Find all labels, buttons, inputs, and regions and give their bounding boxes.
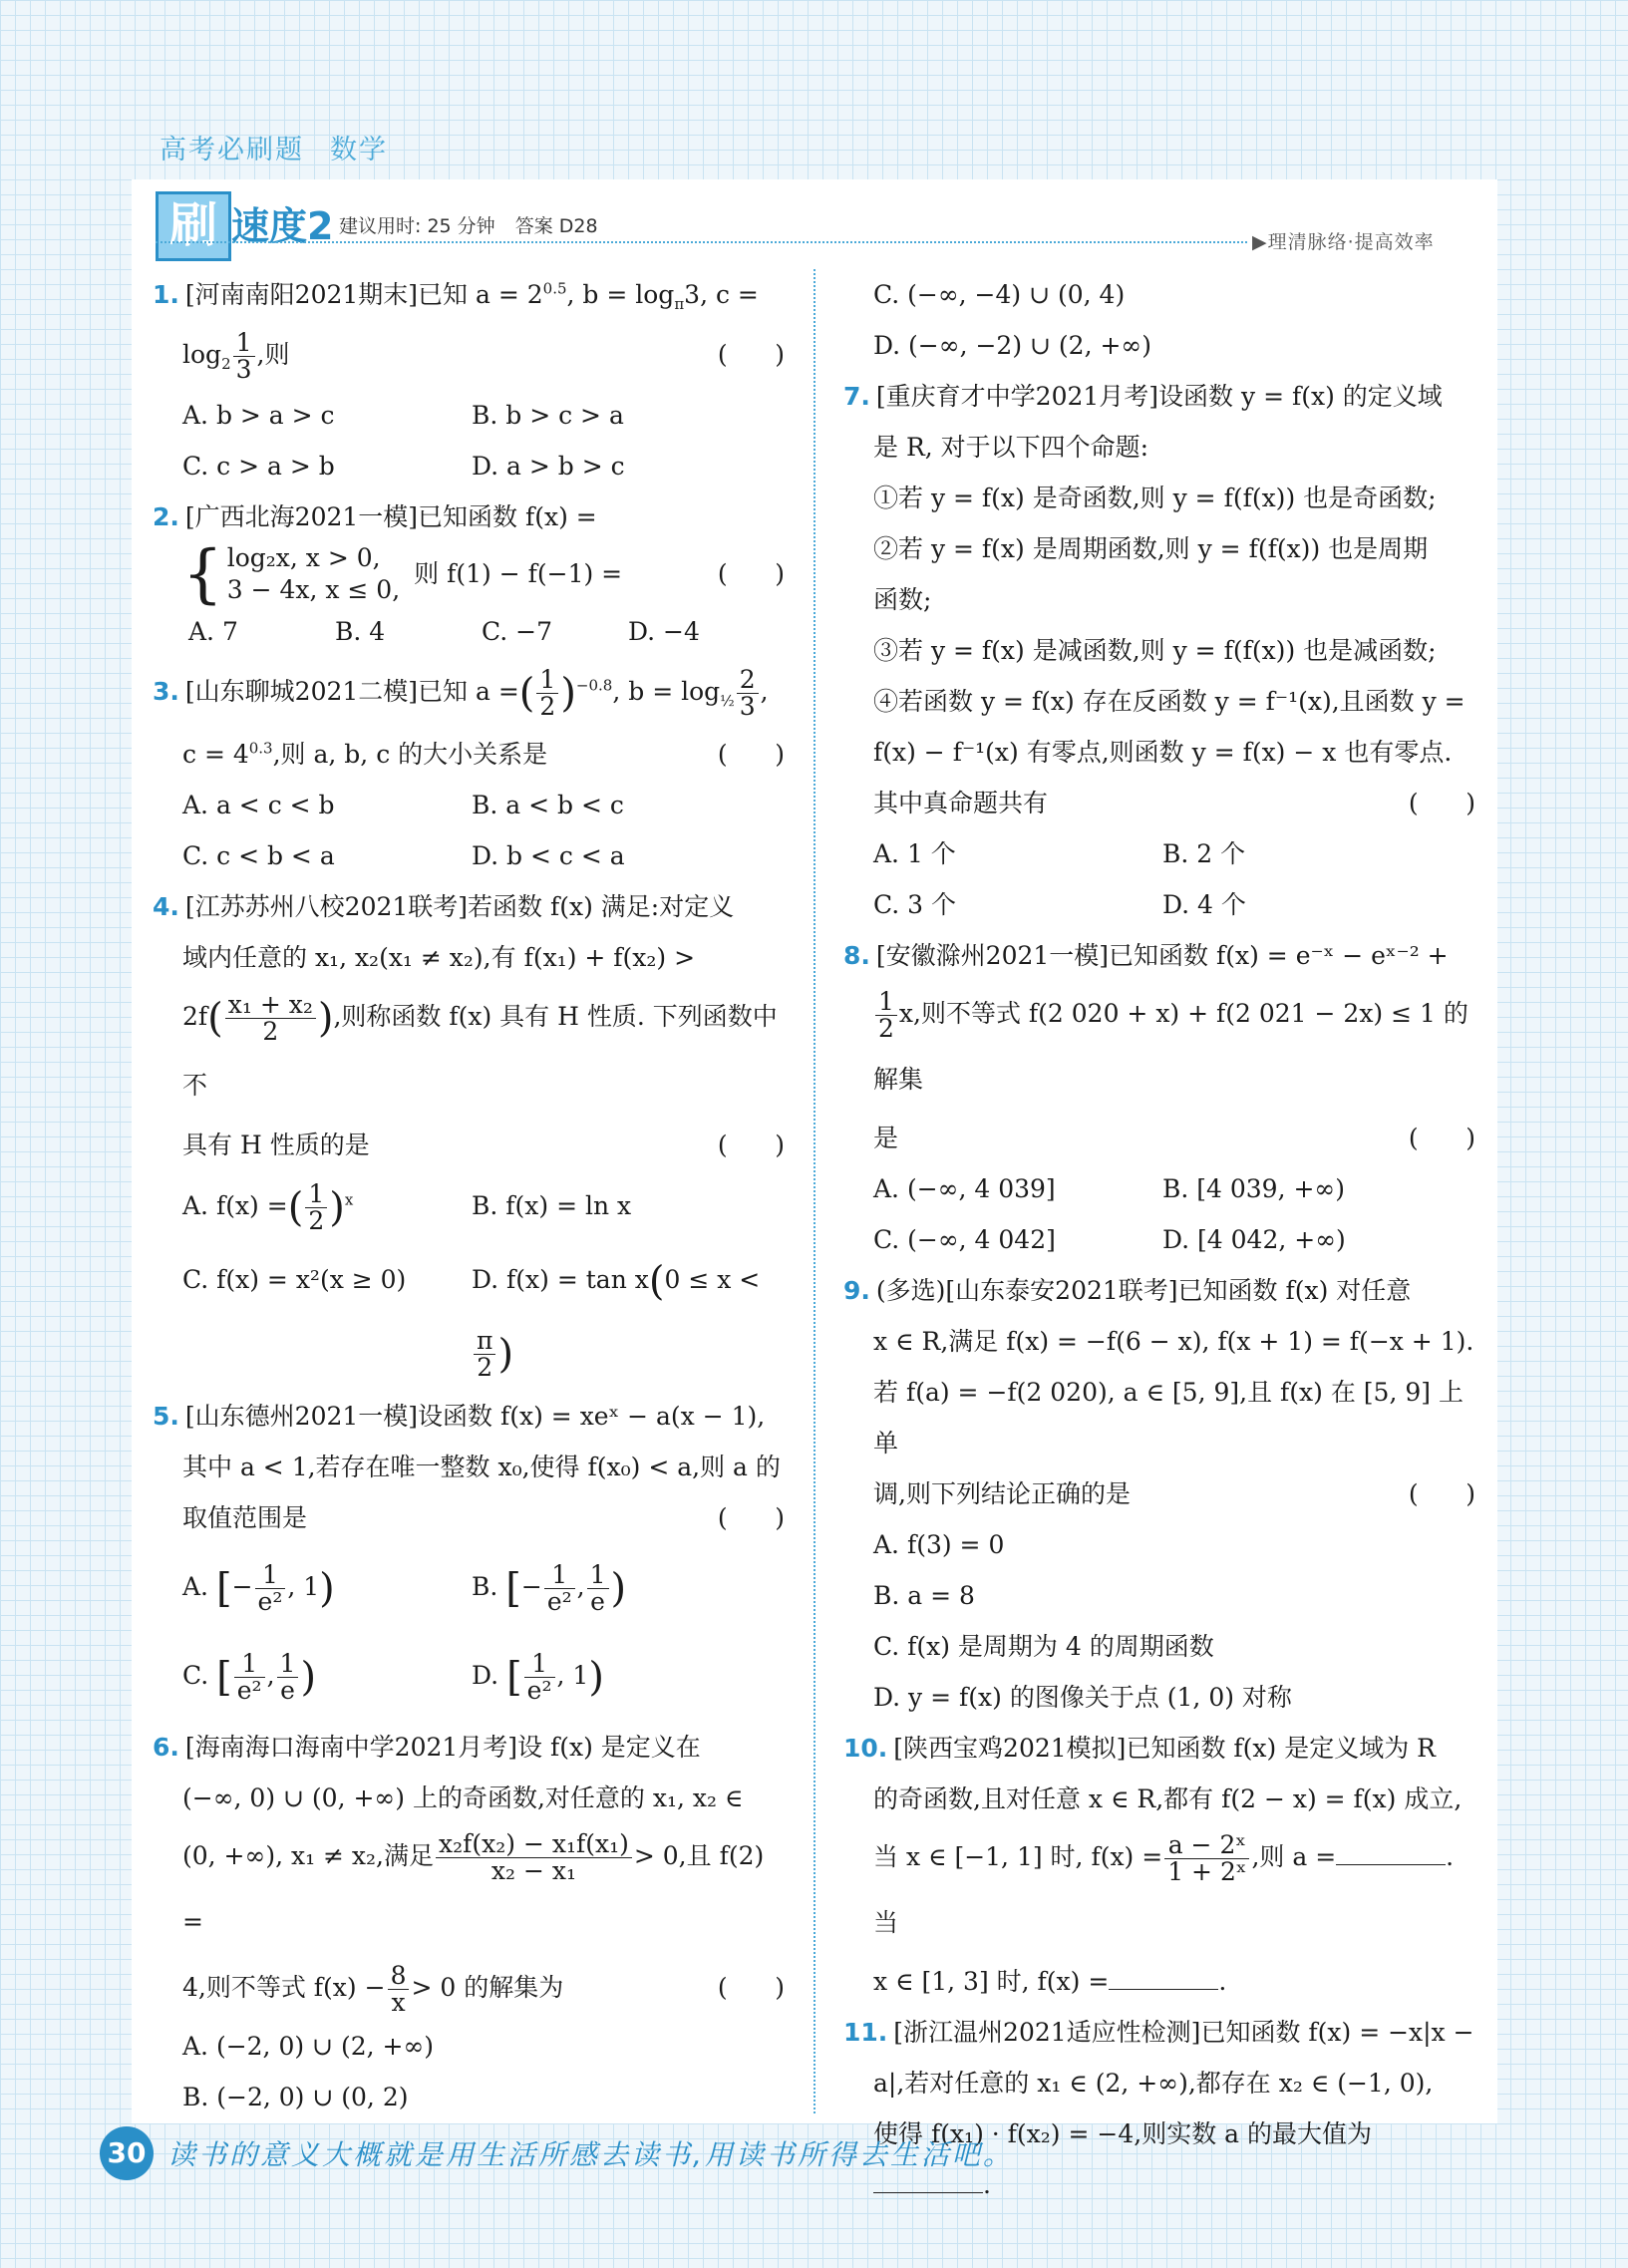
fraction-den: 3 (235, 355, 252, 384)
question-source: [重庆育才中学2021月考] (875, 382, 1159, 411)
fraction (388, 1960, 410, 2017)
suggested-time: 建议用时: 25 分钟 (339, 215, 495, 237)
question-11 (843, 2007, 1481, 2210)
question-9 (843, 1265, 1481, 1723)
brace: { (182, 537, 223, 611)
fraction-num: 1 (255, 1562, 286, 1589)
answer-blank[interactable] (1109, 1967, 1218, 1990)
fraction-den: x₂ − x₁ (490, 1855, 576, 1885)
fraction (277, 1651, 299, 1704)
fraction (587, 1559, 609, 1616)
fraction-den: 2 (308, 1206, 325, 1235)
fraction-num: a − 2ˣ (1164, 1832, 1249, 1859)
question-source: [广西北海2021一模] (184, 502, 419, 531)
fraction-den: 2 (878, 1014, 894, 1043)
question-source: [安徽滁州2021一模] (875, 941, 1110, 970)
question-source: (多选)[山东泰安2021联考] (875, 1276, 1178, 1305)
option-a: A. (182, 1571, 209, 1601)
fraction-num: 1 (544, 1562, 575, 1589)
q-text: . (1218, 1967, 1227, 1996)
question-source: [河南南阳2021期末] (184, 280, 419, 309)
column-divider (814, 269, 815, 2113)
option-c: C. c < b < a (182, 840, 335, 870)
fraction-den: 2 (262, 1016, 279, 1046)
option-d: D. (−∞, −2) ∪ (2, +∞) (873, 331, 1151, 360)
option-b: B. 4 (335, 617, 386, 646)
q-text: . 当 (873, 1842, 1455, 1937)
fraction (737, 667, 759, 720)
subject-label: 数学 (330, 135, 388, 165)
fraction (233, 330, 255, 383)
question-number: 6. (153, 1732, 179, 1762)
q-text: 3, c = (684, 280, 759, 309)
proposition-1: ①若 y = f(x) 是奇函数,则 y = f(f(x)) 也是奇函数; (873, 484, 1437, 512)
option-c: C. f(x) = x²(x ≥ 0) (182, 1264, 407, 1294)
section-meta (339, 211, 612, 238)
question-1 (153, 269, 791, 491)
q-text: 设函数 f(x) = xeˣ − a(x − 1), (418, 1401, 766, 1431)
q-text: − (231, 1571, 253, 1601)
page-number: 30 (100, 2126, 154, 2180)
option-d: D. f(x) = tan x (472, 1264, 649, 1294)
question-10 (843, 1723, 1481, 2007)
question-7 (843, 371, 1481, 930)
fraction-den: e² (526, 1676, 552, 1705)
q-text: (−∞, 0) ∪ (0, +∞) 上的奇函数,对任意的 x₁, x₂ ∈ (182, 1782, 744, 1812)
q-text: 域内任意的 x₁, x₂(x₁ ≠ x₂),有 f(x₁) + f(x₂) > (182, 942, 696, 972)
q-text: − (520, 1571, 542, 1601)
q-text: 已知函数 f(x) 对任意 (1177, 1276, 1412, 1305)
answer-paren: ( ) (717, 340, 785, 369)
q-sup: 0.5 (542, 279, 567, 298)
answer-blank[interactable] (873, 2170, 983, 2193)
question-number: 4. (153, 891, 179, 921)
proposition-2: ②若 y = f(x) 是周期函数,则 y = f(f(x)) 也是周期 (873, 534, 1429, 563)
question-number: 5. (153, 1401, 179, 1431)
proposition-3: ③若 y = f(x) 是减函数,则 y = f(f(x)) 也是减函数; (873, 636, 1437, 665)
fraction-num: π (474, 1328, 495, 1355)
header-divider (156, 241, 1247, 243)
q-text: ,则 a, b, c 的大小关系是 (272, 739, 548, 769)
question-source: [浙江温州2021适应性检测] (893, 2018, 1201, 2047)
fraction-den: 2 (477, 1353, 493, 1382)
fraction-num: x₁ + x₂ (225, 992, 316, 1019)
q-text: 2f (182, 1001, 208, 1031)
left-column (153, 269, 791, 2122)
answer-paren: ( ) (717, 559, 785, 588)
question-number: 8. (843, 941, 870, 970)
option-a: A. f(3) = 0 (873, 1530, 1005, 1559)
q-sub: 2 (221, 355, 231, 373)
question-4: 4. [江苏苏州八校2021联考]若函数 f(x) 满足:对定义 域内任意的 x₁, x₂(x₁ ≠ x₂),有 f(x₁) + f(x₂) > 2f( $\frac{\text{x₁ + x₂}}{2}$ ),则称函数 f(x) 具有 H 性质. 下列函数中不 具有 H 性质的是 ( ) A. f(x) =( $\frac{1}{2}$ )$^x$ B. f(x) = ln x C. f(x) = x²(x ≥ 0) D. f(x) = tan x(0 ≤ x < $\frac{\pi}{2}$ ) (153, 881, 791, 1391)
fraction-num: 1 (305, 1181, 327, 1208)
q-text: , 1 (556, 1661, 589, 1690)
option-a: A. b > a > c (182, 401, 335, 430)
piece-1: log₂x, x > 0, (226, 543, 381, 572)
answer-paren: ( ) (717, 1972, 785, 2002)
question-6 (153, 1722, 791, 2122)
option-c: C. (−∞, 4 042] (873, 1225, 1056, 1254)
answer-paren: ( ) (1408, 789, 1475, 817)
book-brand (160, 128, 414, 166)
q-text: . (983, 2170, 991, 2199)
option-d: D. 4 个 (1162, 890, 1246, 919)
answer-blank[interactable] (1336, 1842, 1446, 1865)
fraction-den: e² (257, 1586, 283, 1616)
fraction-num: 1 (234, 1651, 265, 1678)
option-d: D. (472, 1661, 499, 1690)
answer-ref: 答案 D28 (514, 215, 598, 237)
question-number: 1. (153, 280, 179, 309)
q-text: 设函数 y = f(x) 的定义域 (1158, 382, 1443, 411)
option-d: D. [4 042, +∞) (1162, 1225, 1346, 1254)
piece-2: 3 − 4x, x ≤ 0, (226, 575, 401, 604)
option-c: C. −7 (482, 617, 552, 646)
q-text: x ∈ R,满足 f(x) = −f(6 − x), f(x + 1) = f(−x + 1). (873, 1327, 1474, 1356)
q-text: c = 4 (182, 739, 249, 769)
q-text: 是 R, 对于以下四个命题: (873, 433, 1149, 462)
option-b: B. a = 8 (873, 1581, 975, 1610)
answer-paren: ( ) (717, 1502, 785, 1532)
fraction (544, 1559, 575, 1616)
fraction (536, 667, 558, 720)
section-slogan: ▶理清脉络·提高效率 (1252, 231, 1435, 253)
fraction (436, 1828, 632, 1885)
question-number: 2. (153, 502, 179, 531)
option-c: C. 3 个 (873, 890, 956, 919)
fraction-num: 1 (875, 989, 897, 1016)
q-text: a|,若对任意的 x₁ ∈ (2, +∞),都存在 x₂ ∈ (−1, 0), (873, 2069, 1434, 2098)
fraction-den: 3 (739, 692, 756, 721)
option-a: A. a < c < b (182, 790, 335, 819)
q-text: 已知函数 f(x) 是定义域为 R (1126, 1734, 1436, 1763)
fraction (524, 1651, 555, 1704)
question-number: 10. (843, 1734, 888, 1763)
right-column (843, 269, 1481, 2210)
q-text: log (182, 340, 222, 369)
question-source: [山东德州2021一模] (184, 1401, 419, 1431)
option-b: B. 2 个 (1162, 839, 1246, 868)
fraction (255, 1559, 286, 1616)
fraction (1164, 1832, 1249, 1885)
answer-paren: ( ) (1408, 1479, 1475, 1508)
q-text: ,则称函数 f(x) 具有 H 性质. 下列函数中不 (182, 1001, 778, 1100)
option-b: B. a < b < c (472, 790, 624, 819)
fraction-den: 1 + 2ˣ (1167, 1857, 1247, 1886)
fraction-num: 1 (233, 330, 255, 357)
q-text: 的奇函数,且对任意 x ∈ R,都有 f(2 − x) = f(x) 成立, (873, 1784, 1463, 1813)
q-text: > 0,且 f(2) = (182, 1840, 765, 1936)
option-d: D. y = f(x) 的图像关于点 (1, 0) 对称 (873, 1683, 1292, 1712)
question-number: 11. (843, 2018, 888, 2047)
option-d: D. −4 (628, 617, 700, 646)
section-badge: 刷 (156, 191, 231, 261)
q-text: 已知函数 f(x) = −x|x − (1200, 2018, 1474, 2047)
question-8 (843, 930, 1481, 1265)
option-c: C. f(x) 是周期为 4 的周期函数 (873, 1632, 1214, 1661)
question-source: [江苏苏州八校2021联考] (184, 891, 469, 921)
q-text: 已知函数 f(x) = e⁻ˣ − eˣ⁻² + (1109, 941, 1449, 970)
q-text: , (760, 677, 769, 706)
q-text: 已知 a = (418, 677, 519, 706)
fraction (225, 989, 316, 1046)
question-2 (153, 491, 791, 657)
q-text: 使得 f(x₁) · f(x₂) = −4,则实数 a 的最大值为 (873, 2119, 1372, 2148)
q-text: , b = log (612, 677, 721, 706)
q-text: 当 x ∈ [−1, 1] 时, f(x) = (873, 1842, 1163, 1871)
book-title: 高考必刷题 (160, 135, 304, 165)
q-text: 若 f(a) = −f(2 020), a ∈ [5, 9],且 f(x) 在 [5, 9] 上单 (873, 1378, 1464, 1458)
q-text: , 1 (287, 1571, 320, 1601)
q-text: > 0 的解集为 (411, 1972, 564, 2002)
q-sup: −0.8 (575, 676, 613, 695)
q-text: , b = log (566, 280, 675, 309)
q-text: 调,则下列结论正确的是 (873, 1479, 1131, 1508)
fraction-num: x₂f(x₂) − x₁f(x₁) (436, 1831, 632, 1858)
fraction (474, 1328, 495, 1381)
q-text: 0 ≤ x < (664, 1264, 761, 1294)
option-d: D. b < c < a (472, 840, 625, 870)
fraction-den: e² (236, 1676, 262, 1705)
proposition-2-cont: 函数; (873, 585, 932, 614)
footer-quote: 读书的意义大概就是用生活所感去读书,用读书所得去生活吧。 (167, 2138, 1014, 2171)
option-d: D. a > b > c (472, 452, 625, 481)
q-text: 具有 H 性质的是 (182, 1131, 370, 1159)
option-b: B. (−2, 0) ∪ (0, 2) (182, 2082, 409, 2111)
q-text: 是 (873, 1124, 899, 1152)
q-text: 其中真命题共有 (873, 789, 1049, 817)
fraction-num: 1 (536, 667, 558, 694)
q-text: 其中 a < 1,若存在唯一整数 x₀,使得 f(x₀) < a,则 a 的 (182, 1452, 781, 1481)
fraction (234, 1651, 265, 1704)
fraction-num: 2 (737, 667, 759, 694)
fraction-den: e (590, 1586, 605, 1616)
option-a: A. (−∞, 4 039] (873, 1174, 1056, 1203)
q-text: ,则 a = (1251, 1842, 1337, 1871)
option-b: B. f(x) = ln x (472, 1191, 632, 1220)
q-text: 4,则不等式 f(x) − (182, 1972, 386, 2002)
q-text: x ∈ [1, 3] 时, f(x) = (873, 1967, 1110, 1996)
answer-paren: ( ) (717, 739, 785, 769)
fraction-num: 1 (277, 1651, 299, 1678)
fraction-den: 2 (539, 692, 556, 721)
fraction-num: 8 (388, 1963, 410, 1990)
fraction-den: x (391, 1987, 406, 2017)
q-text: (0, +∞), x₁ ≠ x₂,满足 (182, 1840, 435, 1870)
option-a: A. 7 (188, 617, 238, 646)
question-source: [海南海口海南中学2021月考] (184, 1732, 518, 1762)
q-text: 取值范围是 (182, 1502, 308, 1532)
proposition-4: ④若函数 y = f(x) 存在反函数 y = f⁻¹(x),且函数 y = (873, 687, 1465, 716)
fraction-den: e (280, 1676, 295, 1705)
q-text: 则 f(1) − f(−1) = (414, 559, 623, 588)
option-a: A. (−2, 0) ∪ (2, +∞) (182, 2031, 435, 2061)
question-3: 3. [山东聊城2021二模]已知 a =( $\frac{1}{2}$ )$^{-0.8}$, $b = \log_{\frac{1}{2}}$ $\frac{2}{3}$ , $c = 4^{0.3}$,则 a, b, c 的大小关系是 ( ) A. a < c < b B. a < b < c C. c < b < a D. b < c < a (153, 657, 791, 881)
q-text: 已知函数 f(x) = (418, 502, 597, 531)
q-sup: x (344, 1190, 354, 1209)
fraction (305, 1181, 327, 1234)
question-source: [陕西宝鸡2021模拟] (893, 1734, 1127, 1763)
question-source: [山东聊城2021二模] (184, 677, 419, 706)
q-text: 已知 a = 2 (418, 280, 543, 309)
section-title: 速度2 (231, 204, 334, 248)
option-a: A. 1 个 (873, 839, 956, 868)
option-a: A. f(x) = (182, 1191, 288, 1220)
answer-paren: ( ) (717, 1131, 785, 1159)
q-text: x,则不等式 f(2 020 + x) + f(2 021 − 2x) ≤ 1 的解集 (873, 999, 1468, 1094)
q-text: ,则 (256, 340, 290, 369)
question-number: 7. (843, 382, 870, 411)
fraction-num: 1 (587, 1562, 609, 1589)
option-c: C. c > a > b (182, 452, 335, 481)
option-c: C. (−∞, −4) ∪ (0, 4) (873, 280, 1126, 309)
fraction (875, 989, 897, 1042)
q-sub: ½ (720, 692, 735, 710)
answer-paren: ( ) (1408, 1124, 1475, 1152)
proposition-4-cont: f(x) − f⁻¹(x) 有零点,则函数 y = f(x) − x 也有零点. (873, 738, 1453, 767)
q-sub: π (674, 295, 685, 313)
fraction-den: e² (546, 1586, 572, 1616)
option-b: B. (472, 1571, 498, 1601)
question-5: 5. [山东德州2021一模]设函数 f(x) = xeˣ − a(x − 1), 其中 a < 1,若存在唯一整数 x₀,使得 f(x₀) < a,则 a 的 取值范围是 ( ) A. [− $\frac{1}{\text{e²}}$ , 1) B. [− $\frac{1}{\text{e²}}$ , $\frac{1}{e}$ ) C. [ $\frac{1}{\text{e²}}$ , $\frac{1}{e}$ ) D. [ $\frac{1}{\text{e²}}$ , 1) (153, 1391, 791, 1722)
q-text: 若函数 f(x) 满足:对定义 (468, 891, 735, 921)
option-b: B. [4 039, +∞) (1162, 1174, 1346, 1203)
q-text: 设 f(x) 是定义在 (517, 1732, 701, 1762)
question-number: 9. (843, 1276, 870, 1305)
fraction-num: 1 (524, 1651, 555, 1678)
option-b: B. b > c > a (472, 401, 624, 430)
q-sup: 0.3 (248, 739, 273, 758)
question-number: 3. (153, 677, 179, 706)
option-c: C. (182, 1661, 209, 1690)
